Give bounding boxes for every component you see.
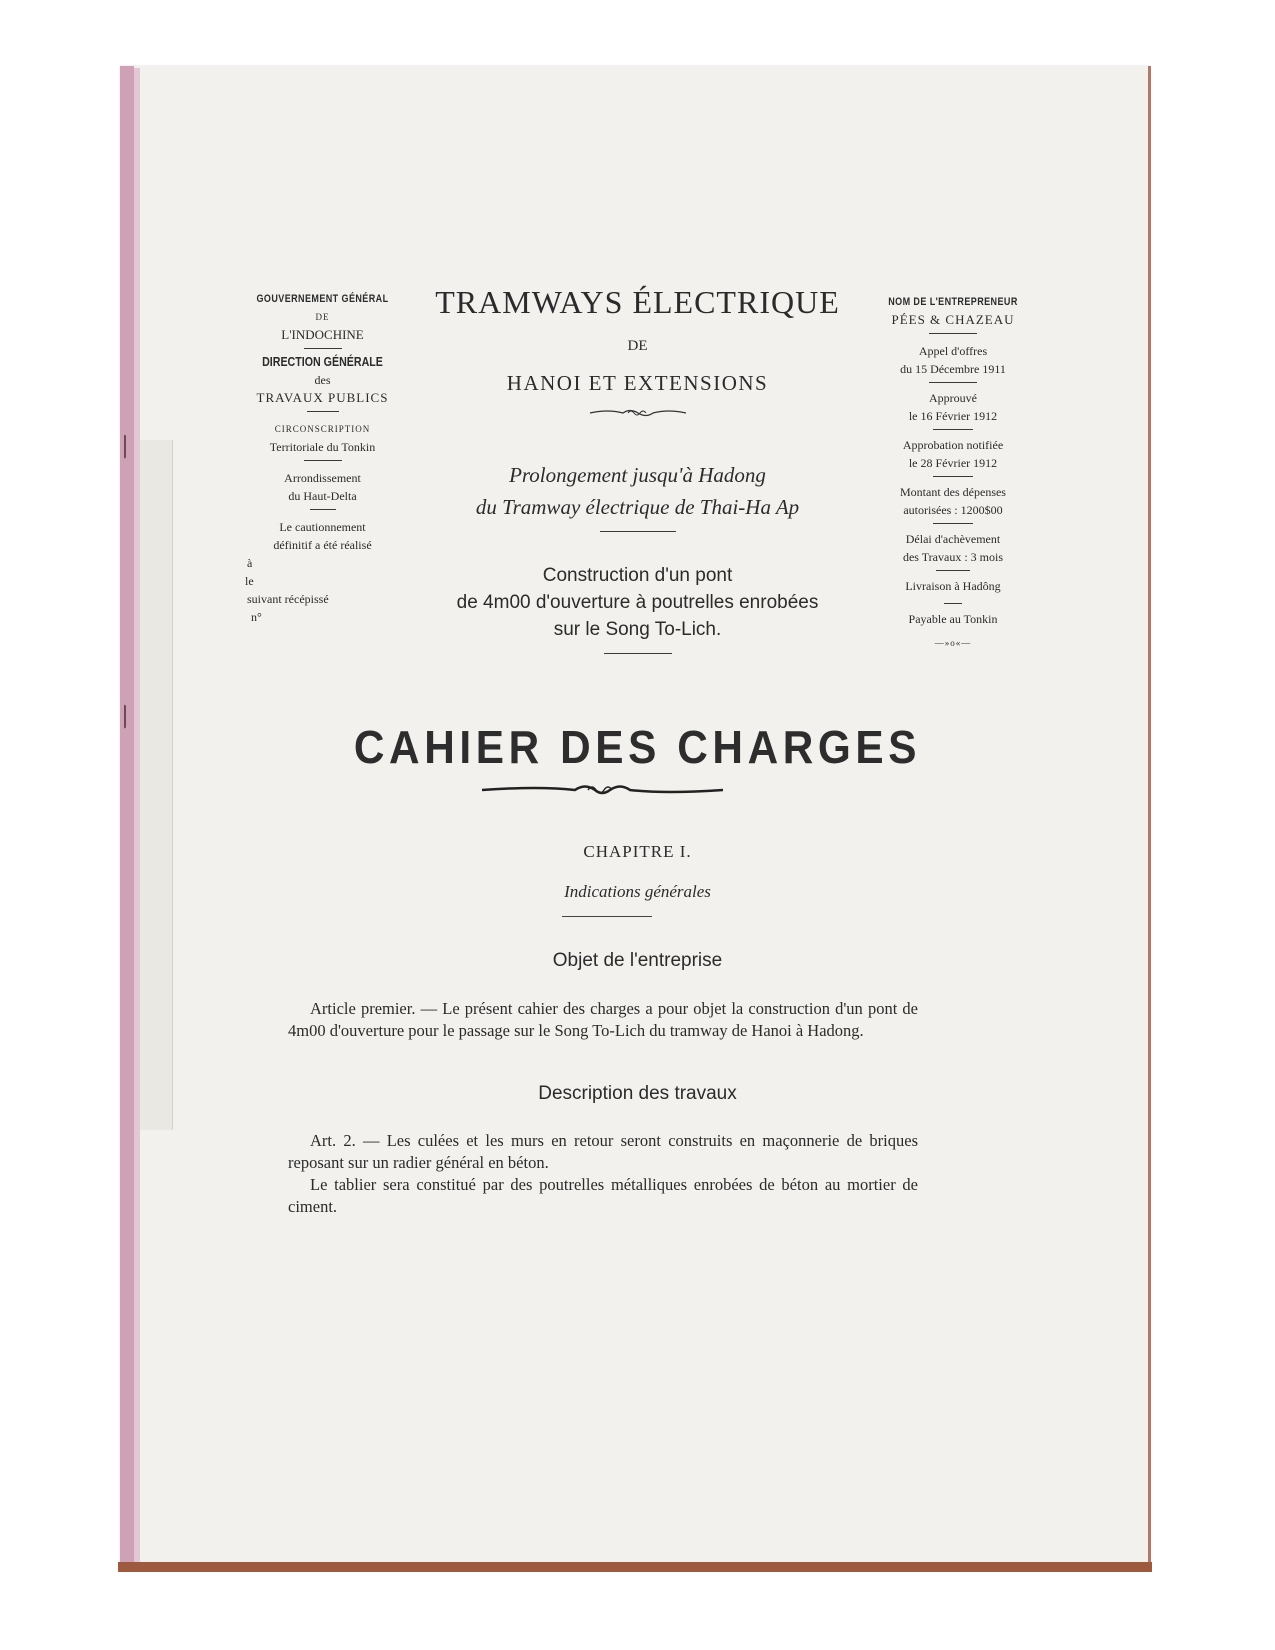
approbation-label: Approbation notifiée — [902, 438, 1004, 452]
divider — [936, 570, 970, 571]
indications-subheading: Indications générales — [564, 882, 711, 901]
construction-text — [410, 562, 865, 643]
divider — [304, 348, 342, 349]
administration-column — [235, 290, 410, 626]
article-2-paragraph: Le tablier sera constitué par des poutrelles métalliques enrobées de béton au mortier de ciment. — [288, 1175, 918, 1216]
folded-tab — [140, 440, 173, 1130]
cautionnement-line: le — [245, 574, 254, 588]
hanoi-label: HANOI ET EXTENSIONS — [506, 371, 769, 395]
divider — [310, 509, 336, 510]
approuve-label: Approuvé — [929, 391, 977, 405]
livraison-label: Livraison à Hadông — [905, 579, 1001, 593]
divider — [929, 333, 977, 334]
divider — [933, 476, 973, 477]
divider — [604, 653, 672, 654]
approuve-date: le 16 Février 1912 — [908, 409, 998, 423]
cautionnement-line: définitif a été réalisé — [273, 538, 372, 552]
construction-line: Construction d'un pont — [542, 565, 733, 586]
cahier-title: CAHIER DES CHARGES — [353, 721, 922, 773]
montant-value: autorisées : 1200$00 — [903, 503, 1003, 517]
title-flourish — [480, 778, 725, 802]
approbation-date: le 28 Février 1912 — [908, 456, 998, 470]
construction-line: sur le Song To-Lich. — [553, 619, 722, 640]
divider — [929, 382, 977, 383]
divider — [933, 429, 973, 430]
cautionnement-line: à — [247, 556, 253, 570]
page-edge — [1148, 66, 1151, 1566]
article-premier: Article premier. — Le présent cahier des charges a pour objet la construction d'un pont de 4m00 d'ouverture pour le passage sur le Song To-Lich du tramway de Hanoi à Hadong. — [288, 999, 918, 1040]
prolongement-line: du Tramway électrique de Thai-Ha Ap — [475, 495, 800, 519]
de-label: DE — [315, 312, 330, 322]
entrepreneur-label: NOM DE L'ENTREPRENEUR — [888, 296, 1018, 308]
cautionnement-line: n° — [251, 610, 262, 624]
entrepreneur-name: PÉES & CHAZEAU — [891, 312, 1015, 327]
cautionnement-line: Le cautionnement — [279, 520, 366, 534]
contract-info-column — [868, 293, 1038, 652]
divider — [304, 460, 342, 461]
article-2 — [288, 1130, 918, 1218]
payable-label: Payable au Tonkin — [908, 612, 998, 626]
page-bottom-edge — [118, 1562, 1152, 1572]
de-label: DE — [627, 338, 648, 354]
cautionnement-line: suivant récépissé — [247, 592, 329, 606]
indochine-label: L'INDOCHINE — [281, 327, 364, 342]
prolongement-line: Prolongement jusqu'à Hadong — [509, 463, 766, 487]
montant-label: Montant des dépenses — [900, 485, 1006, 499]
divider — [933, 523, 973, 524]
appel-date: du 15 Décembre 1911 — [900, 362, 1006, 376]
ornament: —»o«— — [934, 638, 972, 648]
binding-strip — [120, 66, 134, 1566]
divider — [562, 916, 652, 917]
arrondissement-label: Arrondissement — [284, 471, 361, 485]
objet-heading: Objet de l'entreprise — [552, 950, 723, 971]
circonscription-label: CIRCONSCRIPTION — [274, 424, 371, 434]
appel-label: Appel d'offres — [918, 344, 988, 358]
divider — [600, 531, 676, 532]
travaux-label: TRAVAUX PUBLICS — [256, 390, 389, 405]
construction-line: de 4m00 d'ouverture à poutrelles enrobées — [456, 592, 819, 613]
chapitre-heading: CHAPITRE I. — [583, 842, 692, 861]
flourish-ornament — [588, 406, 688, 420]
article-2-paragraph: Art. 2. — Les culées et les murs en retour seront construits en maçonnerie de briques reposant sur un radier général en béton. — [288, 1131, 918, 1172]
tramways-title: TRAMWAYS ÉLECTRIQUE — [435, 284, 840, 320]
territoriale-label: Territoriale du Tonkin — [269, 440, 376, 454]
header-center — [410, 284, 865, 658]
description-heading: Description des travaux — [538, 1083, 737, 1104]
haut-delta-label: du Haut-Delta — [288, 489, 357, 503]
divider — [307, 411, 339, 412]
des-label: des — [314, 373, 331, 387]
direction-label: DIRECTION GÉNÉRALE — [262, 354, 383, 369]
delai-label: Délai d'achèvement — [905, 532, 1001, 546]
gouvernement-label: GOUVERNEMENT GÉNÉRAL — [256, 293, 389, 305]
delai-value: des Travaux : 3 mois — [902, 550, 1003, 564]
divider — [944, 603, 962, 604]
prolongement-text — [410, 459, 865, 523]
